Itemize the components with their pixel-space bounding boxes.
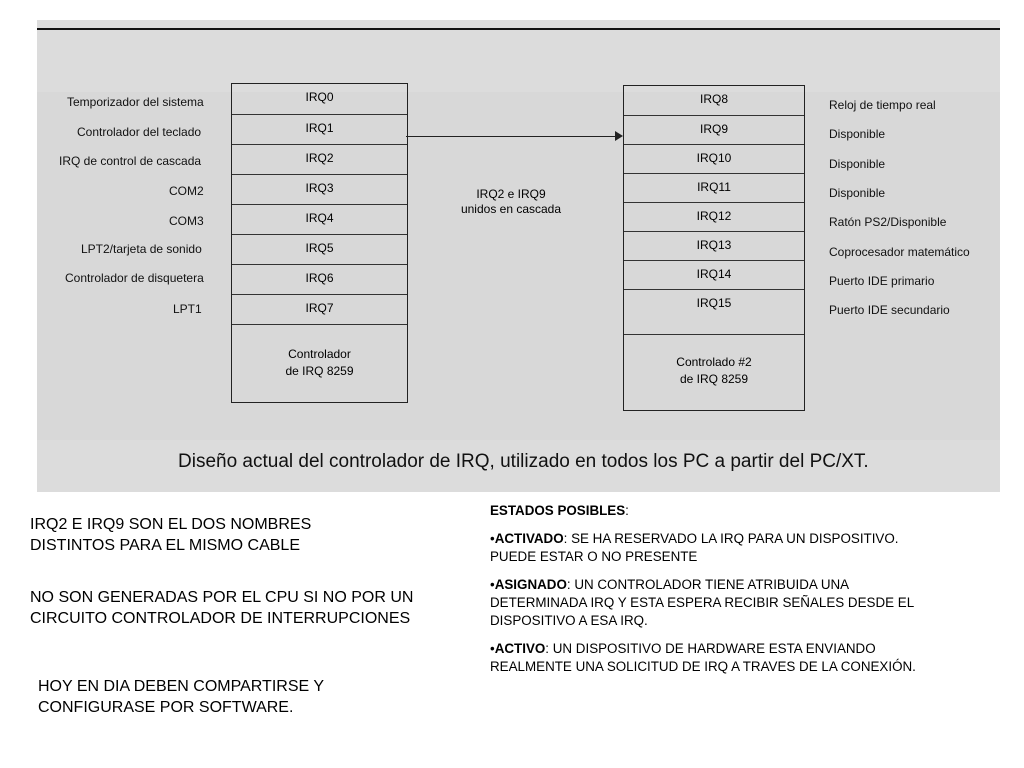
left-device-label: LPT1	[173, 302, 202, 316]
right-device-label: Coprocesador matemático	[829, 244, 970, 259]
irq-slot: IRQ9	[624, 115, 804, 144]
right-device-label: Puerto IDE secundario	[829, 303, 950, 318]
diagram-panel	[37, 92, 1000, 440]
irq-slot: IRQ7	[232, 294, 407, 324]
state-item-activado	[490, 530, 920, 566]
state-description: : SE HA RESERVADO LA IRQ PARA UN DISPOSITIVO. PUEDE ESTAR O NO PRESENTE	[490, 531, 899, 564]
cascade-arrow-head	[615, 131, 623, 141]
left-device-label: COM3	[169, 214, 204, 228]
right-controller-divider	[624, 334, 804, 335]
state-term: ASIGNADO	[494, 577, 567, 592]
right-device-label: Disponible	[829, 156, 886, 171]
left-device-label: Controlador de disquetera	[65, 271, 204, 285]
irq-slot: IRQ0	[305, 90, 334, 104]
state-description: : UN CONTROLADOR TIENE ATRIBUIDA UNA DETERMINADA IRQ Y ESTA ESPERA RECIBIR SEÑALES DESDE EL DISPOSITIVO A ESA IRQ.	[490, 577, 914, 628]
left-controller-divider	[232, 324, 407, 325]
right-controller-label-line2: de IRQ 8259	[679, 372, 749, 386]
state-description: : UN DISPOSITIVO DE HARDWARE ESTA ENVIANDO REALMENTE UNA SOLICITUD DE IRQ A TRAVES DE LA CONEXIÓN.	[490, 641, 916, 674]
note-interrupt-controller: NO SON GENERADAS POR EL CPU SI NO POR UN CIRCUITO CONTROLADOR DE INTERRUPCIONES	[30, 589, 414, 627]
right-controller-box	[623, 85, 805, 411]
state-term: ACTIVO	[494, 641, 546, 656]
right-controller-label	[624, 354, 804, 388]
bullet: •	[490, 577, 495, 592]
scanned-figure	[37, 20, 1000, 492]
irq-slot: IRQ6	[232, 264, 407, 294]
irq-slot: IRQ2	[232, 144, 407, 174]
irq-slot: IRQ10	[624, 144, 804, 173]
irq-slot: IRQ13	[624, 231, 804, 260]
right-device-label: Disponible	[829, 127, 886, 142]
left-controller-box	[231, 83, 408, 403]
left-device-label: Temporizador del sistema	[67, 95, 204, 109]
irq-slot: IRQ1	[232, 114, 407, 144]
right-device-label: Ratón PS2/Disponible	[829, 215, 947, 230]
states-heading	[490, 502, 920, 520]
note-cable-names: IRQ2 E IRQ9 SON EL DOS NOMBRES DISTINTOS PARA EL MISMO CABLE	[30, 516, 312, 554]
irq-slot: IRQ14	[624, 260, 804, 289]
cascade-label-line2: unidos en cascada	[460, 202, 562, 216]
left-device-label: COM2	[169, 184, 204, 198]
left-controller-label	[232, 346, 407, 380]
left-device-label: Controlador del teclado	[77, 125, 202, 139]
irq-slot: IRQ8	[699, 92, 728, 106]
irq-slot: IRQ5	[232, 234, 407, 264]
states-heading-text: ESTADOS POSIBLES	[490, 503, 626, 518]
cascade-label	[441, 187, 581, 217]
left-device-label: LPT2/tarjeta de sonido	[81, 242, 202, 256]
state-item-asignado	[490, 576, 920, 630]
irq-slot: IRQ15	[624, 289, 804, 318]
state-item-activo	[490, 640, 920, 676]
right-device-label: Puerto IDE primario	[829, 273, 935, 288]
irq-slot: IRQ12	[624, 202, 804, 231]
irq-slot: IRQ4	[232, 204, 407, 234]
figure-caption: Diseño actual del controlador de IRQ, utilizado en todos los PC a partir del PC/XT.	[178, 451, 869, 472]
right-device-label: Reloj de tiempo real	[829, 98, 936, 112]
top-rule	[37, 28, 1000, 30]
right-device-label: Disponible	[829, 185, 886, 200]
right-controller-label-line1: Controlado #2	[676, 355, 752, 369]
bullet: •	[490, 531, 495, 546]
states-heading-suffix: :	[625, 503, 629, 518]
irq-slot: IRQ11	[624, 173, 804, 202]
note-software-config: HOY EN DIA DEBEN COMPARTIRSE Y CONFIGURASE POR SOFTWARE.	[38, 678, 324, 716]
left-device-label: IRQ de control de cascada	[59, 154, 202, 168]
bullet: •	[490, 641, 495, 656]
cascade-label-line1: IRQ2 e IRQ9	[476, 187, 546, 201]
cascade-arrow-line	[406, 136, 616, 137]
left-controller-label-line1: Controlador	[288, 347, 351, 361]
irq-slot: IRQ3	[232, 174, 407, 204]
left-controller-label-line2: de IRQ 8259	[285, 364, 354, 378]
state-term: ACTIVADO	[494, 531, 564, 546]
states-list	[490, 502, 920, 686]
